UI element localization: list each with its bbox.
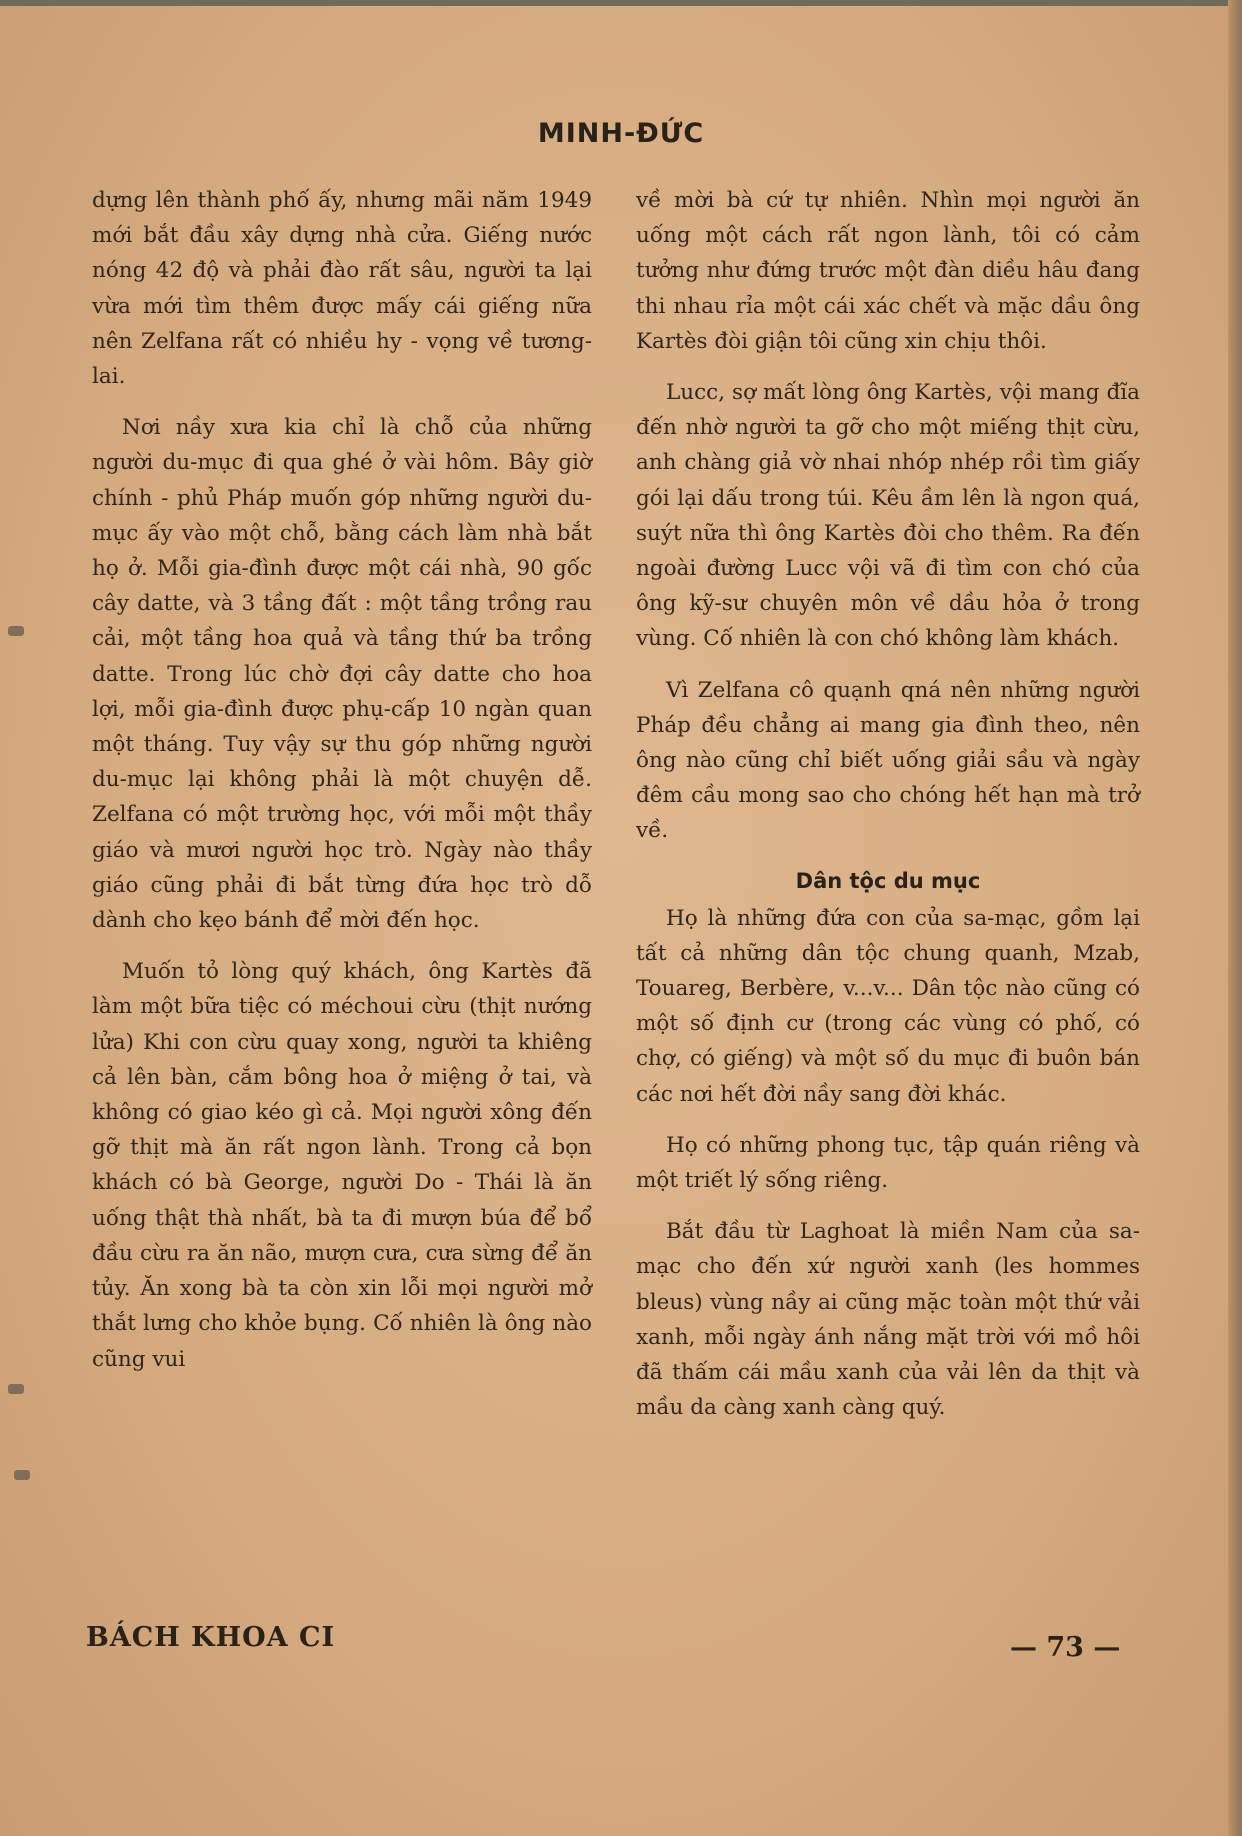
page-edge-shadow <box>1228 0 1242 1836</box>
paragraph: về mời bà cứ tự nhiên. Nhìn mọi người ăn uống một cách rất ngon lành, tôi có cảm tưởng như đứng trước một đàn diều hâu đang thi nhau rỉa một cái xác chết và mặc dầu ông Kartès đòi giận tôi cũng xin chịu thôi. <box>636 188 1140 354</box>
paragraph: Nơi nầy xưa kia chỉ là chỗ của những người du-mục đi qua ghé ở vài hôm. Bây giờ chính - phủ Pháp muốn góp những người du-mục ấy vào một chỗ, bằng cách làm nhà bắt họ ở. Mỗi gia-đình được một cái nhà, 90 gốc cây datte, và 3 tầng đất : một tầng trồng rau cải, một tầng hoa quả và tầng thứ ba trồng datte. Trong lúc chờ đợi cây datte cho hoa lợi, mỗi gia-đình được phụ-cấp 10 ngàn quan một tháng. Tuy vậy sự thu góp những người du-mục lại không phải là một chuyện dễ. Zelfana có một trường học, với mỗi một thầy giáo và mươi người học trò. Ngày nào thầy giáo cũng phải đi bắt từng đứa học trò dỗ dành cho kẹo bánh để mời đến học. <box>92 415 592 934</box>
page-number: — 73 — <box>1010 1632 1121 1663</box>
publication-name: BÁCH KHOA CI <box>86 1622 336 1653</box>
binding-hole <box>8 1384 24 1394</box>
binding-hole <box>14 1470 30 1480</box>
running-title: MINH-ĐỨC <box>537 118 705 149</box>
paragraph: Muốn tỏ lòng quý khách, ông Kartès đã làm một bữa tiệc có méchoui cừu (thịt nướng lửa) Khi con cừu quay xong, người ta khiêng cả lên bàn, cắm bông hoa ở miệng ở tai, và không có giao kéo gì cả. Mọi người xông đến gỡ thịt mà ăn rất ngon lành. Trong cả bọn khách có bà George, người Do - Thái là ăn uống thật thà nhất, bà ta đi mượn búa để bổ đầu cừu ra ăn não, mượn cưa, cưa sừng để ăn tủy. Ăn xong bà ta còn xin lỗi mọi người mở thắt lưng cho khỏe bụng. Cố nhiên là ông nào cũng vui <box>92 959 592 1372</box>
paragraph: dựng lên thành phố ấy, nhưng mãi năm 1949 mới bắt đầu xây dựng nhà cửa. Giếng nước nóng 42 độ và phải đào rất sâu, người ta lại vừa mới tìm thêm được mấy cái giếng nữa nên Zelfana rất có nhiều hy - vọng về tương-lai. <box>92 188 592 390</box>
paragraph: Bắt đầu từ Laghoat là miền Nam của sa-mạc cho đến xứ người xanh (les hommes bleus) vùng nầy ai cũng mặc toàn một thứ vải xanh, mỗi ngày ánh nắng mặt trời với mồ hôi đã thấm cái mầu xanh của vải lên da thịt và mầu da càng xanh càng quý. <box>636 1219 1140 1421</box>
paragraph: Vì Zelfana cô quạnh qná nên những người Pháp đều chẳng ai mang gia đình theo, nên ông nào cũng chỉ biết uống giải sầu và ngày đêm cầu mong sao cho chóng hết hạn mà trở về. <box>636 677 1140 844</box>
paragraph: Họ là những đứa con của sa-mạc, gồm lại tất cả những dân tộc chung quanh, Mzab, Touareg, Berbère, v...v... Dân tộc nào cũng có một số định cư (trong các vùng có phố, có chợ, có giếng) và một số du mục đi buôn bán các nơi hết đời nầy sang đời khác. <box>636 905 1140 1107</box>
paragraph: Lucc, sợ mất lòng ông Kartès, vội mang đĩa đến nhờ người ta gỡ cho một miếng thịt cừu, anh chàng giả vờ nhai nhóp nhép rồi tìm giấy gói lại dấu trong túi. Kêu ầm lên là ngon quá, suýt nữa thì ông Kartès đòi cho thêm. Ra đến ngoài đường Lucc vội vã đi tìm con chó của ông kỹ-sư chuyên môn về dầu hỏa ở trong vùng. Cố nhiên là con chó không làm khách. <box>636 380 1140 652</box>
paragraph: Họ có những phong tục, tập quán riêng và một triết lý sống riêng. <box>636 1132 1140 1194</box>
scan-top-edge <box>0 0 1242 6</box>
left-column <box>92 183 592 1393</box>
section-heading: Dân tộc du mục <box>795 868 981 893</box>
right-column <box>636 183 1140 1442</box>
binding-hole <box>8 626 24 636</box>
